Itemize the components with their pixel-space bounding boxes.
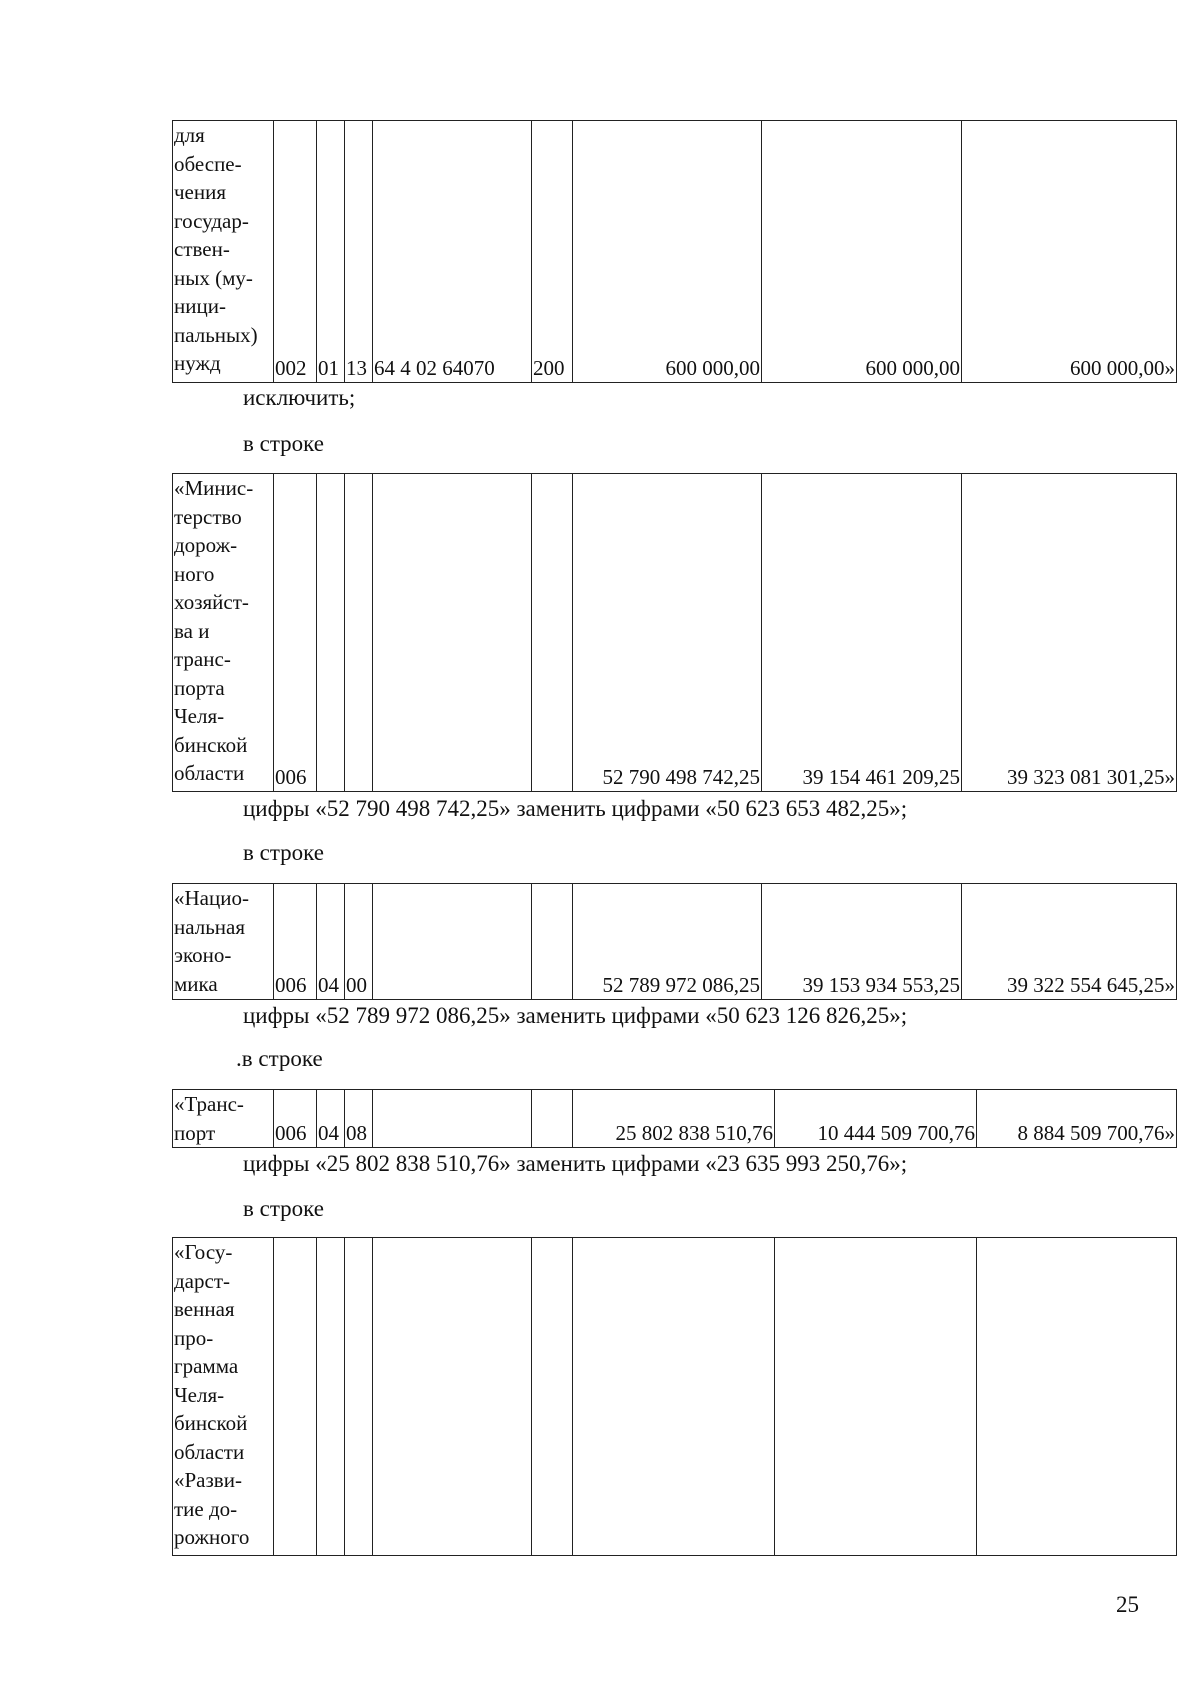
csr-code: 64 4 02 64070 <box>373 121 532 383</box>
row-name: для обеспе- чения государ- ствен- ных (му- ници- пальных) нужд <box>173 121 274 383</box>
amount-2021 <box>775 1238 977 1556</box>
csr-code <box>373 884 532 1000</box>
vr-code <box>532 1238 573 1556</box>
instruction-in-row: в строке <box>243 431 324 456</box>
ved-code: 002 <box>274 121 317 383</box>
ved-code: 006 <box>274 474 317 792</box>
amount-2022: 600 000,00» <box>962 121 1177 383</box>
table-row <box>173 1090 1177 1148</box>
instruction-exclude: исключить; <box>243 385 356 410</box>
rz-code <box>317 474 345 792</box>
vr-code <box>532 884 573 1000</box>
pr-code: 13 <box>345 121 373 383</box>
instruction-replace-2: цифры «52 789 972 086,25» заменить цифрами «50 623 126 826,25»; <box>243 1003 908 1028</box>
row-name: «Нацио- нальная эконо- мика <box>173 884 274 1000</box>
row-name: «Госу- дарст- венная про- грамма Челя- бинской области «Разви- тие до- рожного <box>173 1238 274 1556</box>
instruction-replace-1: цифры «52 790 498 742,25» заменить цифрами «50 623 653 482,25»; <box>243 796 908 821</box>
budget-table-2 <box>172 473 1177 792</box>
amount-2021: 600 000,00 <box>762 121 962 383</box>
amount-2020: 600 000,00 <box>573 121 762 383</box>
page-number: 25 <box>1116 1592 1139 1617</box>
vr-code <box>532 1090 573 1148</box>
pr-code <box>345 1238 373 1556</box>
csr-code <box>373 474 532 792</box>
vr-code: 200 <box>532 121 573 383</box>
table-row <box>173 884 1177 1000</box>
vr-code <box>532 474 573 792</box>
table-row <box>173 1238 1177 1556</box>
amount-2022 <box>977 1238 1177 1556</box>
rz-code: 04 <box>317 1090 345 1148</box>
ved-code: 006 <box>274 1090 317 1148</box>
amount-2021: 39 154 461 209,25 <box>762 474 962 792</box>
rz-code <box>317 1238 345 1556</box>
amount-2022: 39 323 081 301,25» <box>962 474 1177 792</box>
amount-2020: 52 789 972 086,25 <box>573 884 762 1000</box>
budget-table-3 <box>172 883 1177 1000</box>
csr-code <box>373 1238 532 1556</box>
budget-table-5 <box>172 1237 1177 1556</box>
pr-code: 00 <box>345 884 373 1000</box>
row-name: «Транс- порт <box>173 1090 274 1148</box>
amount-2021: 10 444 509 700,76 <box>775 1090 977 1148</box>
amount-2022: 39 322 554 645,25» <box>962 884 1177 1000</box>
budget-table-1 <box>172 120 1177 383</box>
instruction-replace-3: цифры «25 802 838 510,76» заменить цифрами «23 635 993 250,76»; <box>243 1151 908 1176</box>
amount-2020 <box>573 1238 775 1556</box>
row-name: «Минис- терство дорож- ного хозяйст- ва и транс- порта Челя- бинской области <box>173 474 274 792</box>
instruction-in-row: в строке <box>243 1196 324 1221</box>
amount-2020: 25 802 838 510,76 <box>573 1090 775 1148</box>
instruction-in-row: в строке <box>243 840 324 865</box>
instruction-in-row: .в строке <box>236 1046 323 1071</box>
ved-code <box>274 1238 317 1556</box>
pr-code <box>345 474 373 792</box>
budget-table-4 <box>172 1089 1177 1148</box>
amount-2022: 8 884 509 700,76» <box>977 1090 1177 1148</box>
amount-2021: 39 153 934 553,25 <box>762 884 962 1000</box>
ved-code: 006 <box>274 884 317 1000</box>
table-row <box>173 121 1177 383</box>
csr-code <box>373 1090 532 1148</box>
rz-code: 01 <box>317 121 345 383</box>
rz-code: 04 <box>317 884 345 1000</box>
pr-code: 08 <box>345 1090 373 1148</box>
table-row <box>173 474 1177 792</box>
amount-2020: 52 790 498 742,25 <box>573 474 762 792</box>
